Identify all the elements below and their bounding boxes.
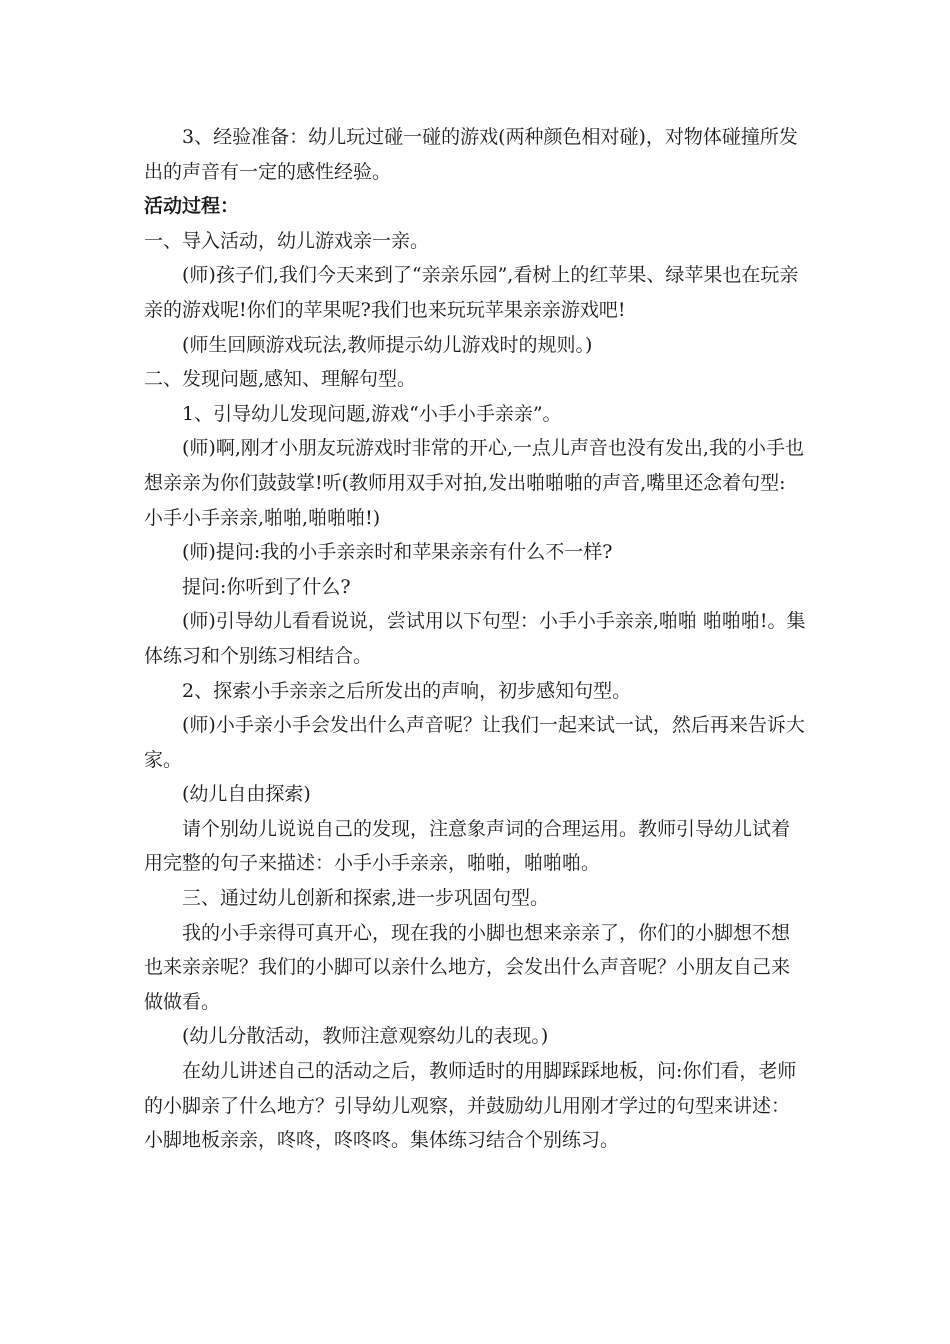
sub-step-heading: 2、探索小手亲亲之后所发出的声响，初步感知句型。 bbox=[182, 679, 632, 702]
sub-step-heading: 1、引导幼儿发现问题,游戏“小手小手亲亲”。 bbox=[182, 402, 562, 425]
paragraph: 提问:你听到了什么? bbox=[182, 575, 351, 598]
step-heading-1: 一、导入活动，幼儿游戏亲一亲。 bbox=[144, 229, 430, 252]
paragraph: (幼儿分散活动，教师注意观察幼儿的表现。) bbox=[182, 1025, 549, 1048]
paragraph: (师)引导幼儿看看说说，尝试用以下句型：小手小手亲亲,啪啪 啪啪啪!。集体练习和个别练习相结合。 bbox=[144, 610, 806, 667]
paragraph: (师)啊,刚才小朋友玩游戏时非常的开心,一点儿声音也没有发出,我的小手也想亲亲为你们鼓鼓掌!听(教师用双手对拍,发出啪啪啪的声音,嘴里还念着句型: 小手小手亲亲,啪啪,啪啪啪!) bbox=[144, 437, 804, 529]
section-heading-activity-process: 活动过程： bbox=[144, 195, 240, 218]
step-heading-2: 二、发现问题,感知、理解句型。 bbox=[144, 368, 417, 391]
paragraph: (师生回顾游戏玩法,教师提示幼儿游戏时的规则。) bbox=[182, 333, 593, 356]
paragraph: (师)小手亲小手会发出什么声音呢？让我们一起来试一试，然后再来告诉大家。 bbox=[144, 714, 805, 771]
paragraph: 请个别幼儿说说自己的发现，注意象声词的合理运用。教师引导幼儿试着用完整的句子来描述：小手小手亲亲，啪啪，啪啪啪。 bbox=[144, 817, 791, 875]
paragraph-experience-prep: 3、经验准备：幼儿玩过碰一碰的游戏(两种颜色相对碰)，对物体碰撞所发出的声音有一定的感性经验。 bbox=[144, 126, 798, 183]
paragraph: 我的小手亲得可真开心，现在我的小脚也想来亲亲了，你们的小脚想不想也来亲亲呢？我们的小脚可以亲什么地方，会发出什么声音呢？小朋友自己来做做看。 bbox=[144, 921, 791, 1013]
paragraph: (幼儿自由探索) bbox=[182, 783, 311, 806]
step-heading-3: 三、通过幼儿创新和探索,进一步巩固句型。 bbox=[182, 887, 550, 910]
paragraph: (师)孩子们,我们今天来到了“亲亲乐园”,看树上的红苹果、绿苹果也在玩亲亲的游戏呢!你们的苹果呢?我们也来玩玩苹果亲亲游戏吧! bbox=[144, 264, 799, 321]
paragraph: (师)提问:我的小手亲亲时和苹果亲亲有什么不一样? bbox=[182, 541, 613, 564]
paragraph: 在幼儿讲述自己的活动之后，教师适时的用脚踩踩地板，问:你们看，老师的小脚亲了什么地方？引导幼儿观察，并鼓励幼儿用刚才学过的句型来讲述：小脚地板亲亲，咚咚，咚咚咚。集体练习结合个别练习。 bbox=[144, 1060, 797, 1152]
document-body bbox=[144, 120, 808, 1158]
